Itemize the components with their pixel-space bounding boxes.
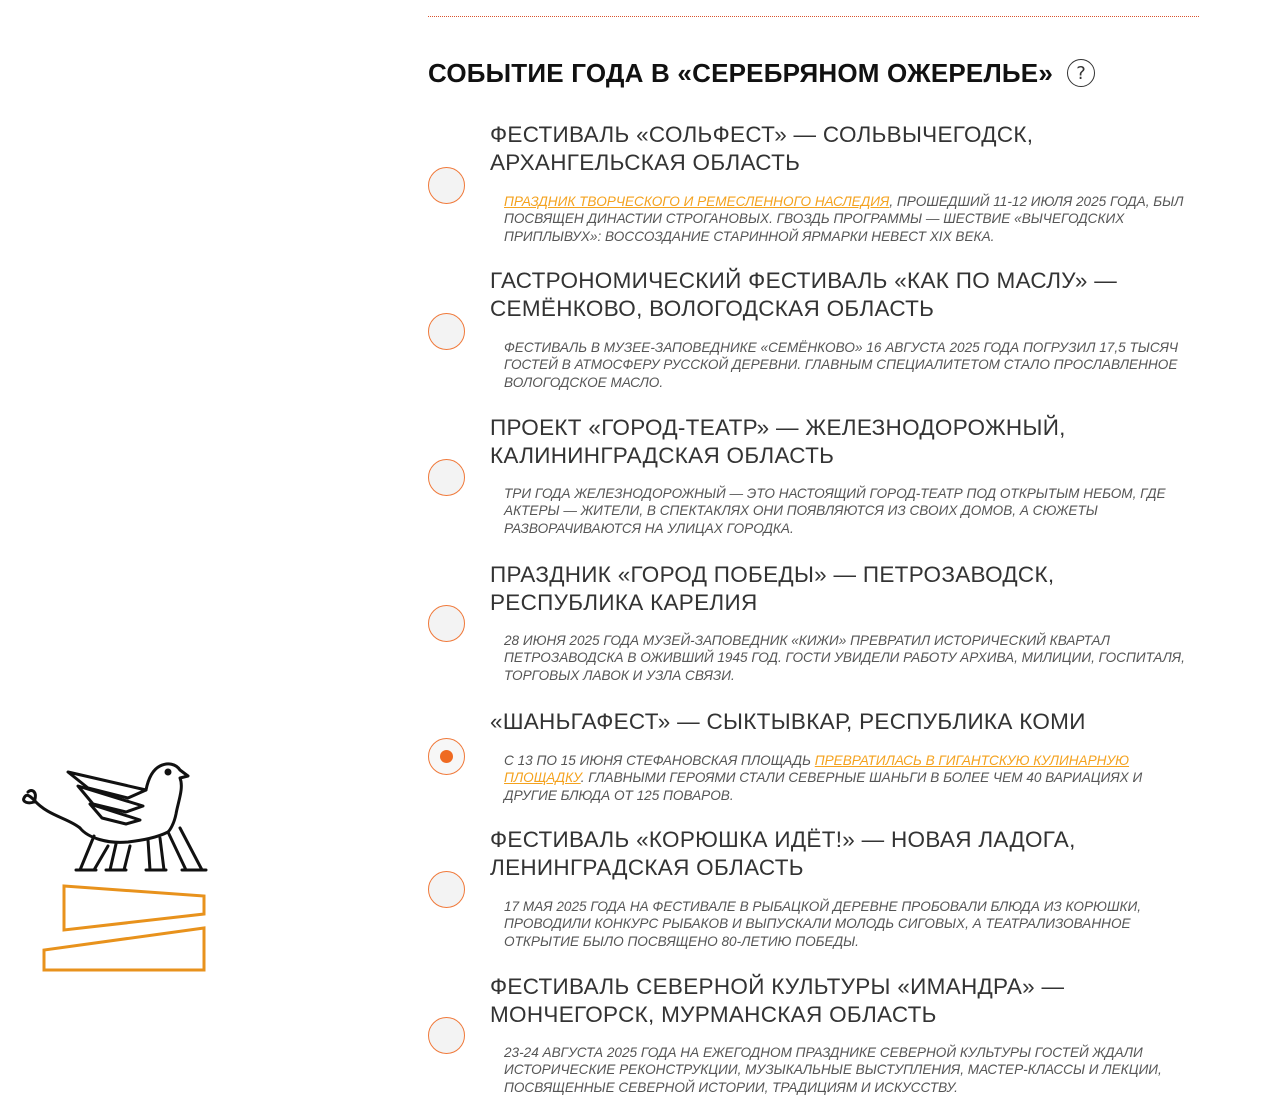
radio-button[interactable]: [428, 313, 465, 350]
vote-option[interactable]: [428, 825, 1198, 955]
option-description: С 13 ПО 15 ИЮНЯ СТЕФАНОВСКАЯ ПЛОЩАДЬ ПРЕВРАТИЛАСЬ В ГИГАНТСКУЮ КУЛИНАРНУЮ ПЛОЩАДКУ. ГЛАВНЫМИ ГЕРОЯМИ СТАЛИ СЕВЕРНЫЕ ШАНЬГИ В БОЛЕЕ ЧЕМ 40 ВАРИАЦИЯХ И ДРУГИЕ БЛЮДА ОТ 125 ПОВАРОВ.: [504, 753, 1143, 803]
griffin-logo-icon: [18, 758, 218, 978]
option-title: ФЕСТИВАЛЬ «КОРЮШКА ИДЁТ!» — НОВАЯ ЛАДОГА, ЛЕНИНГРАДСКАЯ ОБЛАСТЬ: [490, 827, 1076, 880]
option-title: «ШАНЬГАФЕСТ» — СЫКТЫВКАР, РЕСПУБЛИКА КОМИ: [490, 709, 1086, 734]
radio-button[interactable]: [428, 1017, 465, 1054]
option-link[interactable]: ПРАЗДНИК ТВОРЧЕСКОГО И РЕМЕСЛЕННОГО НАСЛЕДИЯ: [504, 194, 890, 209]
vote-option[interactable]: [428, 560, 1198, 690]
option-description: 28 ИЮНЯ 2025 ГОДА МУЗЕЙ-ЗАПОВЕДНИК «КИЖИ» ПРЕВРАТИЛ ИСТОРИЧЕСКИЙ КВАРТАЛ ПЕТРОЗАВОДСКА В ОЖИВШИЙ 1945 ГОД. ГОСТИ УВИДЕЛИ РАБОТУ АРХИВА, МИЛИЦИИ, ГОСПИТАЛЯ, ТОРГОВЫХ ЛАВОК И УЗЛА СВЯЗИ.: [504, 633, 1185, 683]
radio-button[interactable]: [428, 167, 465, 204]
option-description: 23-24 АВГУСТА 2025 ГОДА НА ЕЖЕГОДНОМ ПРАЗДНИКЕ СЕВЕРНОЙ КУЛЬТУРЫ ГОСТЕЙ ЖДАЛИ ИСТОРИЧЕСКИЕ РЕКОНСТРУКЦИИ, МУЗЫКАЛЬНЫЕ ВЫСТУПЛЕНИЯ, МАСТЕР-КЛАССЫ И ЛЕКЦИИ, ПОСВЯЩЕННЫЕ СЕВЕРНОЙ ИСТОРИИ, ТРАДИЦИЯМ И ИСКУССТВУ.: [504, 1045, 1162, 1095]
radio-button[interactable]: [428, 871, 465, 908]
option-title: ГАСТРОНОМИЧЕСКИЙ ФЕСТИВАЛЬ «КАК ПО МАСЛУ» — СЕМЁНКОВО, ВОЛОГОДСКАЯ ОБЛАСТЬ: [490, 268, 1118, 321]
option-title: ПРОЕКТ «ГОРОД-ТЕАТР» — ЖЕЛЕЗНОДОРОЖНЫЙ, КАЛИНИНГРАДСКАЯ ОБЛАСТЬ: [490, 415, 1066, 468]
option-title: ПРАЗДНИК «ГОРОД ПОБЕДЫ» — ПЕТРОЗАВОДСК, РЕСПУБЛИКА КАРЕЛИЯ: [490, 562, 1055, 615]
option-description: ТРИ ГОДА ЖЕЛЕЗНОДОРОЖНЫЙ — ЭТО НАСТОЯЩИЙ ГОРОД-ТЕАТР ПОД ОТКРЫТЫМ НЕБОМ, ГДЕ АКТЕРЫ — ЖИТЕЛИ, В СПЕКТАКЛЯХ ОНИ ПОЯВЛЯЮТСЯ ИЗ СВОИХ ДОМОВ, А СЮЖЕТЫ РАЗВОРАЧИВАЮТСЯ НА УЛИЦАХ ГОРОДКА.: [504, 486, 1166, 536]
radio-dot: [440, 750, 453, 763]
vote-option-selected[interactable]: [428, 707, 1198, 807]
vote-option[interactable]: [428, 413, 1198, 543]
section-divider: [428, 16, 1199, 17]
section-header: [428, 56, 1095, 90]
section-title: СОБЫТИЕ ГОДА В «СЕРЕБРЯНОМ ОЖЕРЕЛЬЕ»: [428, 57, 1053, 88]
option-description: ФЕСТИВАЛЬ В МУЗЕЕ-ЗАПОВЕДНИКЕ «СЕМЁНКОВО» 16 АВГУСТА 2025 ГОДА ПОГРУЗИЛ 17,5 ТЫСЯЧ ГОСТЕЙ В АТМОСФЕРУ РУССКОЙ ДЕРЕВНИ. ГЛАВНЫМ СПЕЦИАЛИТЕТОМ СТАЛО ПРОСЛАВЛЕННОЕ ВОЛОГОДСКОЕ МАСЛО.: [504, 340, 1179, 390]
help-icon[interactable]: ?: [1067, 59, 1095, 87]
option-title: ФЕСТИВАЛЬ СЕВЕРНОЙ КУЛЬТУРЫ «ИМАНДРА» — МОНЧЕГОРСК, МУРМАНСКАЯ ОБЛАСТЬ: [490, 974, 1065, 1027]
vote-option[interactable]: [428, 120, 1198, 250]
vote-option[interactable]: [428, 972, 1198, 1102]
option-description: ПРАЗДНИК ТВОРЧЕСКОГО И РЕМЕСЛЕННОГО НАСЛЕДИЯ, ПРОШЕДШИЙ 11-12 ИЮЛЯ 2025 ГОДА, БЫЛ ПОСВЯЩЕН ДИНАСТИИ СТРОГАНОВЫХ. ГВОЗДЬ ПРОГРАММЫ — ШЕСТВИЕ «ВЫЧЕГОДСКИХ ПРИПЛЫВУХ»: ВОССОЗДАНИЕ СТАРИННОЙ ЯРМАРКИ НЕВЕСТ XIX ВЕКА.: [504, 194, 1184, 244]
radio-button-checked[interactable]: [428, 738, 465, 775]
option-title: ФЕСТИВАЛЬ «СОЛЬФЕСТ» — СОЛЬВЫЧЕГОДСК, АРХАНГЕЛЬСКАЯ ОБЛАСТЬ: [490, 122, 1034, 175]
vote-option[interactable]: [428, 266, 1198, 396]
option-link[interactable]: ПРЕВРАТИЛАСЬ В ГИГАНТСКУЮ КУЛИНАРНУЮ ПЛОЩАДКУ: [504, 753, 1130, 786]
option-description: 17 МАЯ 2025 ГОДА НА ФЕСТИВАЛЕ В РЫБАЦКОЙ ДЕРЕВНЕ ПРОБОВАЛИ БЛЮДА ИЗ КОРЮШКИ, ПРОВОДИЛИ КОНКУРС РЫБАКОВ И ВЫПУСКАЛИ МОЛОДЬ СИГОВЫХ, А ТЕАТРАЛИЗОВАННОЕ ОТКРЫТИЕ БЫЛО ПОСВЯЩЕНО 80-ЛЕТИЮ ПОБЕДЫ.: [504, 899, 1141, 949]
radio-button[interactable]: [428, 459, 465, 496]
radio-button[interactable]: [428, 605, 465, 642]
